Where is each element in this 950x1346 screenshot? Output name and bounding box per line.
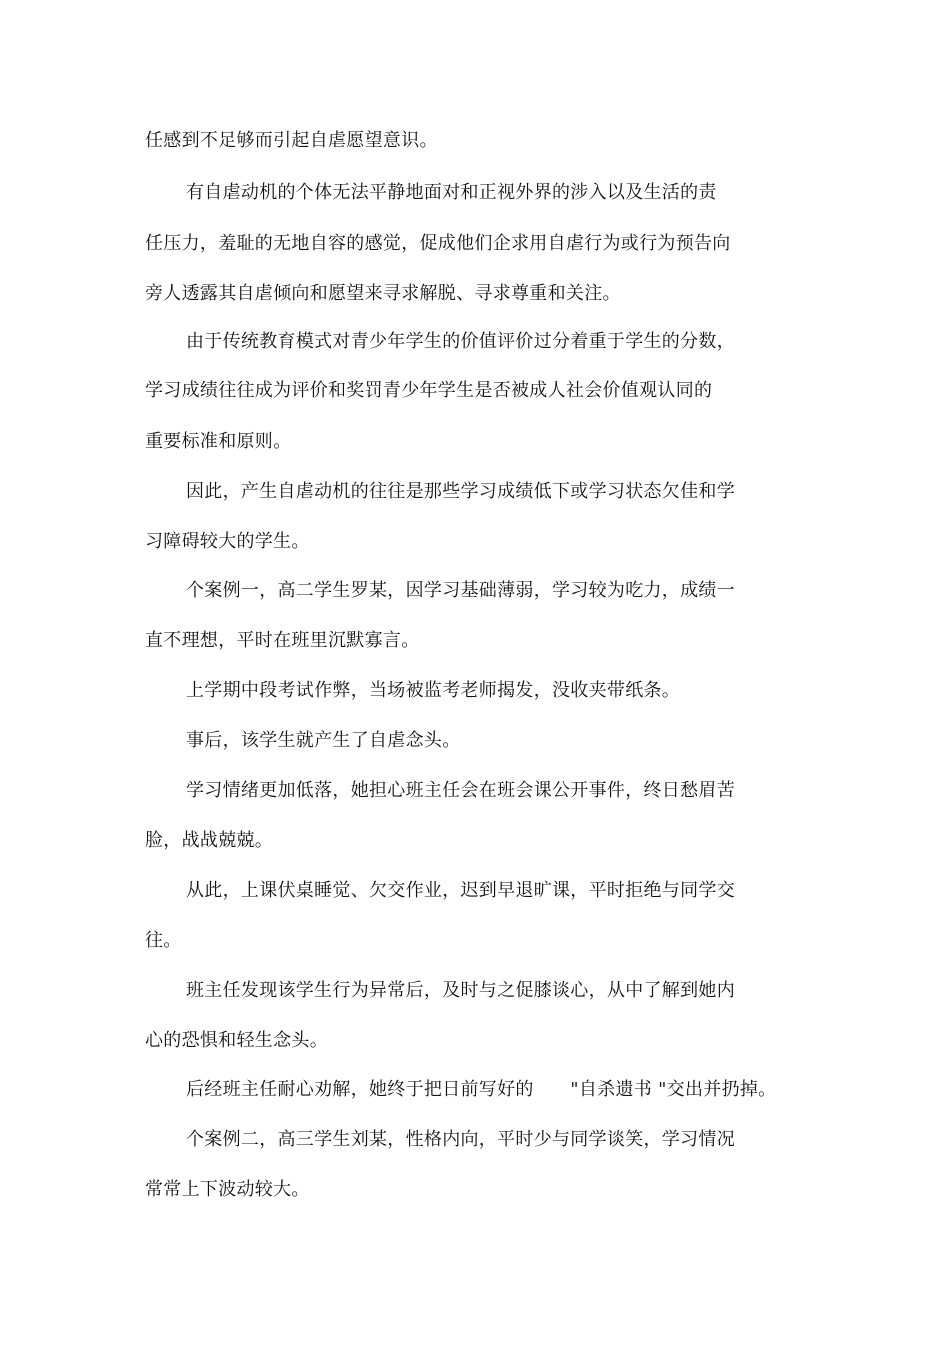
paragraph-start-line: 班主任发现该学生行为异常后，及时与之促膝谈心，从中了解到她内: [186, 980, 735, 1001]
paragraph-start-line: 因此，产生自虐动机的往往是那些学习成绩低下或学习状态欠佳和学: [186, 481, 735, 502]
paragraph-start-line: 从此，上课伏桌睡觉、欠交作业，迟到早退旷课，平时拒绝与同学交: [186, 880, 735, 901]
text-line: 习障碍较大的学生。: [145, 531, 310, 552]
paragraph-start-line: 有自虐动机的个体无法平静地面对和正视外界的涉入以及生活的责: [186, 182, 717, 203]
paragraph-start-line: 后经班主任耐心劝解，她终于把日前写好的 "自杀遗书 "交出并扔掉。: [186, 1079, 777, 1100]
paragraph-start-line: 上学期中段考试作弊，当场被监考老师揭发，没收夹带纸条。: [186, 680, 681, 701]
text-line: 直不理想，平时在班里沉默寡言。: [145, 630, 420, 651]
paragraph-start-line: 事后，该学生就产生了自虐念头。: [186, 730, 461, 751]
text-line: 任压力，羞耻的无地自容的感觉，促成他们企求用自虐行为或行为预告向: [145, 233, 731, 254]
text-line: 往。: [145, 930, 182, 951]
text-line: 常常上下波动较大。: [145, 1179, 310, 1200]
text-line: 心的恐惧和轻生念头。: [145, 1030, 328, 1051]
paragraph-start-line: 个案例一，高二学生罗某，因学习基础薄弱，学习较为吃力，成绩一: [186, 580, 735, 601]
paragraph-start-line: 个案例二，高三学生刘某，性格内向，平时少与同学谈笑，学习情况: [186, 1129, 735, 1150]
text-line: 脸，战战兢兢。: [145, 830, 274, 851]
paragraph-start-line: 学习情绪更加低落，她担心班主任会在班会课公开事件，终日愁眉苦: [186, 780, 735, 801]
text-line: 任感到不足够而引起自虐愿望意识。: [145, 130, 438, 151]
text-line: 学习成绩往往成为评价和奖罚青少年学生是否被成人社会价值观认同的: [145, 380, 713, 401]
paragraph-start-line: 由于传统教育模式对青少年学生的价值评价过分着重于学生的分数，: [186, 331, 735, 352]
text-line: 重要标准和原则。: [145, 431, 292, 452]
text-line: 旁人透露其自虐倾向和愿望来寻求解脱、寻求尊重和关注。: [145, 283, 621, 304]
